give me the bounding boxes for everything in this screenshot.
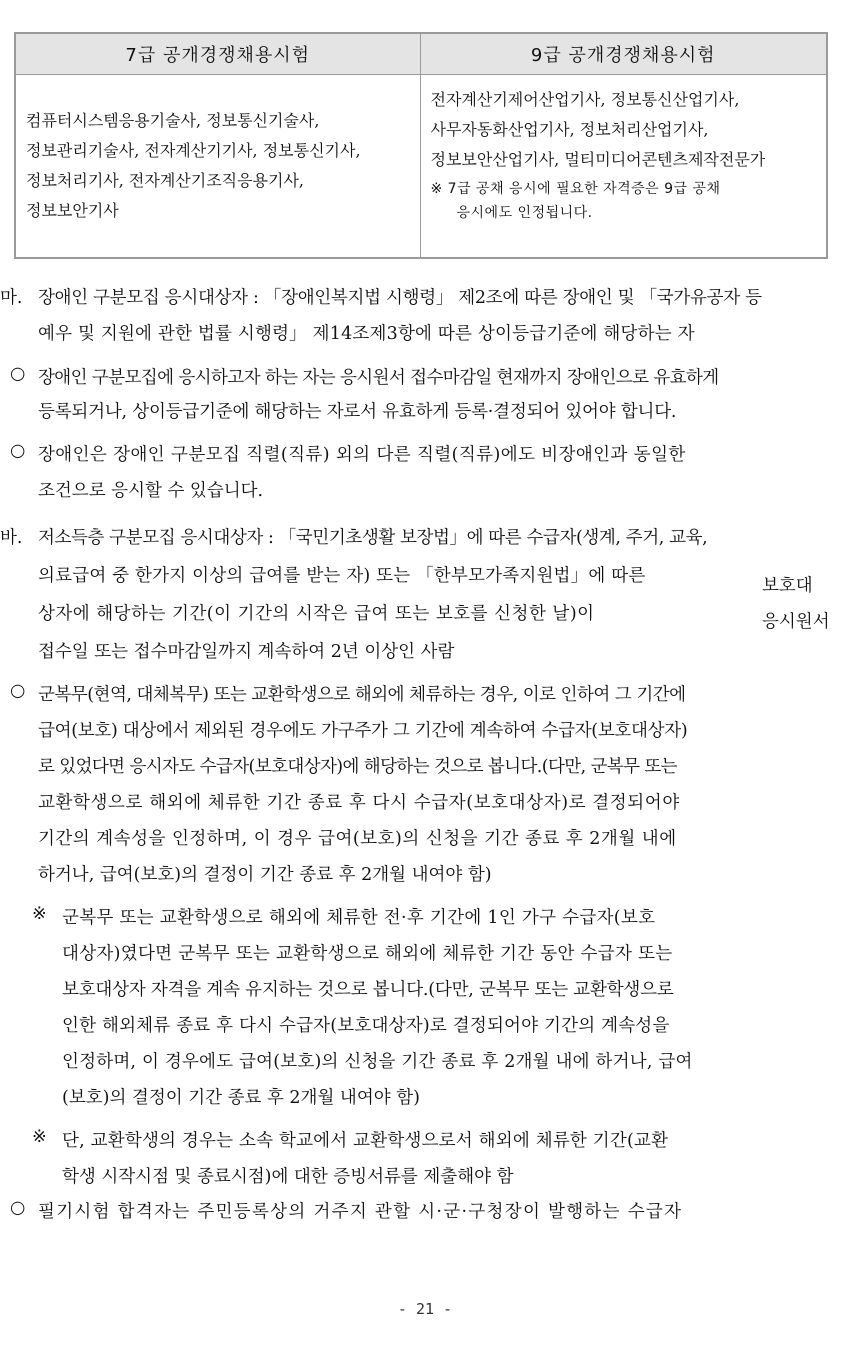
- bullet-circle: ○: [10, 681, 26, 701]
- bullet-disabled-other-series: [0, 441, 850, 521]
- section-label: 마.: [0, 288, 23, 308]
- overlay-fragment: 보호대: [762, 572, 813, 597]
- paragraph-line: 군복무 또는 교환학생으로 해외에 체류한 전·후 기간에 1인 가구 수급자(보호: [62, 908, 656, 928]
- paragraph-line: 학생 시작시점 및 종료시점)에 대한 증빙서류를 제출해야 함: [62, 1167, 514, 1187]
- paragraph-line: 단, 교환학생의 경우는 소속 학교에서 교환학생으로서 해외에 체류한 기간(교환: [62, 1131, 669, 1151]
- bullet-circle: ○: [10, 441, 26, 461]
- note-single-household: [0, 904, 850, 1114]
- bullet-circle: ○: [10, 364, 26, 384]
- page-number: - 21 -: [397, 1300, 453, 1318]
- bullet-military-exchange: [0, 681, 850, 891]
- paragraph-line: 상자에 해당하는 기간(이 기간의 시작은 급여 또는 보호를 신청한 날)이: [38, 604, 595, 624]
- paragraph-line: 보호대상자 자격을 계속 유지하는 것으로 봅니다.(다만, 군복무 또는 교환학생으로: [62, 980, 674, 1000]
- paragraph-line: 등록되거나, 상이등급기준에 해당하는 자로서 유효하게 등록·결정되어 있어야 합니다.: [38, 402, 677, 422]
- grade9-note: [431, 177, 821, 225]
- qualification-table: [14, 32, 828, 259]
- section-disabled-applicants: [0, 284, 850, 364]
- paragraph-line: 장애인은 장애인 구분모집 직렬(직류) 외의 다른 직렬(직류)에도 비장애인과 동일한: [38, 445, 686, 465]
- overlay-fragment: 응시원서: [762, 608, 830, 633]
- grade9-cell: [420, 75, 827, 258]
- grade7-line: 컴퓨터시스템응용기술사, 정보통신기술사,: [26, 111, 320, 130]
- paragraph-line: 인정하며, 이 경우에도 급여(보호)의 신청을 기간 종료 후 2개월 내에 하거나, 급여: [62, 1052, 693, 1072]
- paragraph-line: 기간의 계속성을 인정하며, 이 경우 급여(보호)의 신청을 기간 종료 후 2개월 내에: [38, 829, 677, 849]
- header-grade9: 9급 공개경쟁채용시험: [420, 33, 827, 75]
- grade9-line: 전자계산기제어산업기사, 정보통신산업기사,: [430, 90, 740, 109]
- grade9-line: 사무자동화산업기사, 정보처리산업기사,: [430, 120, 709, 139]
- bullet-circle: ○: [10, 1198, 26, 1218]
- bullet-written-exam-passers: [0, 1198, 850, 1228]
- section-label: 바.: [0, 528, 23, 548]
- paragraph-line: 예우 및 지원에 관한 법률 시행령」 제14조제3항에 따른 상이등급기준에 해당하는 자: [38, 324, 695, 344]
- paragraph-line: 장애인 구분모집에 응시하고자 하는 자는 응시원서 접수마감일 현재까지 장애인으로 유효하게: [38, 368, 719, 388]
- paragraph-line: 조건으로 응시할 수 있습니다.: [38, 481, 264, 501]
- grade7-cell: [15, 75, 420, 258]
- paragraph-line: 저소득층 구분모집 응시대상자 : 「국민기초생활 보장법」에 따른 수급자(생계, 주거, 교육,: [38, 528, 708, 548]
- paragraph-line: 로 있었다면 응시자도 수급자(보호대상자)에 해당하는 것으로 봅니다.(다만, 군복무 또는: [38, 757, 677, 777]
- note-exchange-students: [0, 1127, 850, 1197]
- paragraph-line: 의료급여 중 한가지 이상의 급여를 받는 자) 또는 「한부모가족지원법」에 따른: [38, 566, 646, 586]
- paragraph-line: 장애인 구분모집 응시대상자 : 「장애인복지법 시행령」 제2조에 따른 장애인 및 「국가유공자 등: [38, 288, 762, 308]
- paragraph-line: 대상자)였다면 군복무 또는 교환학생으로 해외에 체류한 기간 동안 수급자 또는: [62, 944, 673, 964]
- grade9-note-line: ※ 7급 공채 응시에 필요한 자격증은 9급 공채: [430, 181, 721, 197]
- paragraph-line: 급여(보호) 대상에서 제외된 경우에도 가구주가 그 기간에 계속하여 수급자(보호대상자): [38, 721, 688, 741]
- grade9-line: 정보보안산업기사, 멀티미디어콘텐츠제작전문가: [430, 150, 766, 169]
- grade9-note-line: 응시에도 인정됩니다.: [456, 205, 593, 221]
- paragraph-line: 인한 해외체류 종료 후 다시 수급자(보호대상자)로 결정되어야 기간의 계속성을: [62, 1016, 670, 1036]
- grade7-line: 정보관리기술사, 전자계산기기사, 정보통신기사,: [26, 141, 361, 160]
- paragraph-line: 교환학생으로 해외에 체류한 기간 종료 후 다시 수급자(보호대상자)로 결정되어야: [38, 793, 680, 813]
- grade7-line: 정보처리기사, 전자계산기조직응용기사,: [26, 171, 305, 190]
- paragraph-line: 접수일 또는 접수마감일까지 계속하여 2년 이상인 사람: [38, 642, 455, 662]
- bullet-disabled-registration: [0, 364, 850, 444]
- paragraph-line: 하거나, 급여(보호)의 결정이 기간 종료 후 2개월 내여야 함): [38, 865, 492, 885]
- grade7-line: 정보보안기사: [26, 201, 119, 220]
- paragraph-line: (보호)의 결정이 기간 종료 후 2개월 내여야 함): [62, 1088, 420, 1108]
- section-low-income-applicants: [0, 524, 850, 674]
- note-mark: ※: [32, 1127, 47, 1147]
- header-grade7: 7급 공개경쟁채용시험: [15, 33, 420, 75]
- paragraph-line: 필기시험 합격자는 주민등록상의 거주지 관할 시·군·구청장이 발행하는 수급자: [38, 1202, 683, 1222]
- note-mark: ※: [32, 904, 47, 924]
- paragraph-line: 군복무(현역, 대체복무) 또는 교환학생으로 해외에 체류하는 경우, 이로 인하여 그 기간에: [38, 685, 686, 705]
